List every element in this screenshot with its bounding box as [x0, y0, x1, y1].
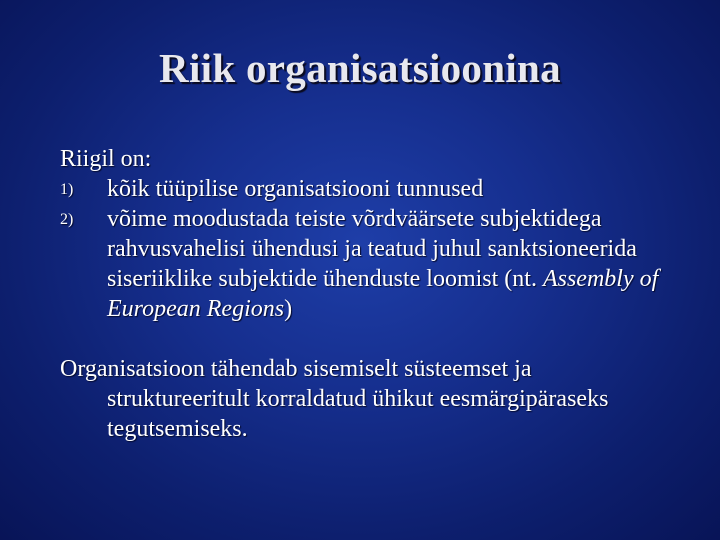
slide-title: Riik organisatsioonina [159, 45, 561, 91]
intro-text: Riigil on: [60, 146, 152, 172]
list-item-2-italic-text: Assembly of European Regions [107, 266, 659, 322]
list-item-2-text-end: ) [284, 296, 293, 322]
numbered-list [60, 174, 680, 324]
list-item-2-text: võime moodustada teiste võrdväärsete subjektidega rahvusvahelisi ühendusi ja teatud juhul sanktsioneerida siseriiklike subjektide ühenduste loomist (nt. [107, 206, 637, 292]
list-number-2: 2) [60, 211, 74, 228]
list-item-1-text: kõik tüüpilise organisatsiooni tunnused [107, 176, 484, 202]
list-number-1: 1) [60, 181, 74, 198]
slide-body [60, 144, 680, 468]
definition-paragraph: Organisatsioon tähendab sisemiselt süsteemset ja struktureeritult korraldatud ühikut eesmärgipäraseks tegutsemiseks. [60, 356, 609, 442]
list-item-2 [60, 204, 680, 324]
list-item-1 [60, 174, 680, 204]
